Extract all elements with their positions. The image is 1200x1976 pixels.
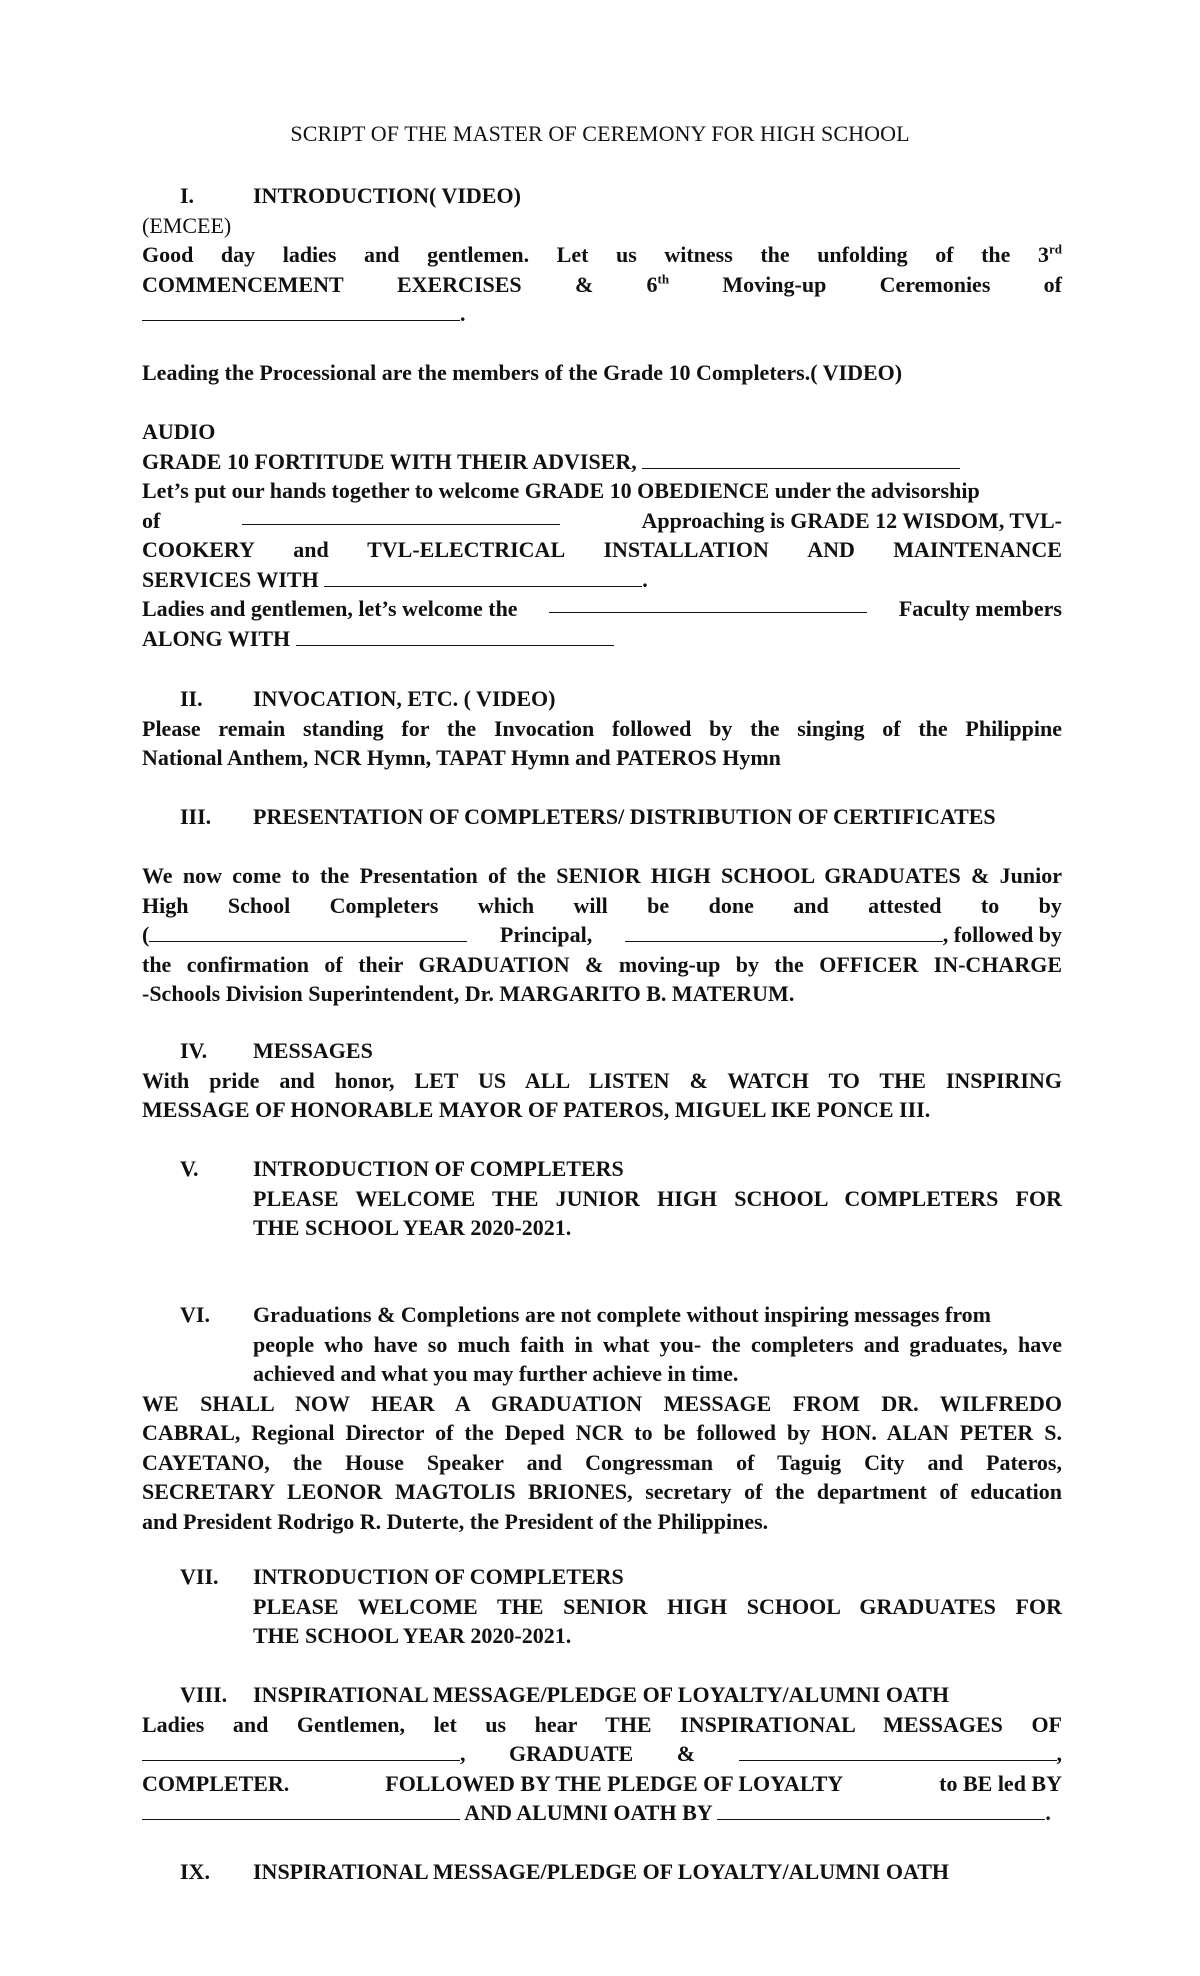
word: which (477, 892, 535, 918)
paragraph-line (142, 891, 1062, 921)
word: 6th (646, 271, 670, 297)
section-heading: III. PRESENTATION OF COMPLETERS/ DISTRIBUTION OF CERTIFICATES (180, 804, 996, 829)
fill-blank[interactable] (625, 923, 943, 942)
word: AND (807, 537, 855, 562)
paragraph-line: Ladies and Gentlemen, let us hear THE INSPIRATIONAL MESSAGES OF (142, 1711, 1062, 1737)
paragraph-line: and President Rodrigo R. Duterte, the President of the Philippines. (142, 1508, 769, 1534)
alumni-oath-line: AND ALUMNI OATH BY . (142, 1798, 1062, 1828)
paragraph-line: SECRETARY LEONOR MAGTOLIS BRIONES, secretary of the department of education (142, 1479, 1062, 1504)
word: unfolding (817, 242, 908, 267)
word: witness (664, 242, 733, 267)
paragraph-line: WE SHALL NOW HEAR A GRADUATION MESSAGE FROM DR. WILFREDO (142, 1390, 1062, 1416)
word: day (220, 242, 256, 267)
paragraph-line: Please remain standing for the Invocation followed by the singing of the Philippine (142, 715, 1062, 741)
word: INSTALLATION (603, 537, 769, 562)
services-line: SERVICES WITH . (142, 566, 648, 592)
word: us (615, 242, 637, 267)
cookery-line (142, 535, 1062, 565)
section-heading: VIII. INSPIRATIONAL MESSAGE/PLEDGE OF LOYALTY/ALUMNI OATH (180, 1682, 949, 1707)
word: the (760, 242, 790, 267)
paragraph-line: THE SCHOOL YEAR 2020-2021. (253, 1215, 572, 1240)
word: TVL-ELECTRICAL (367, 537, 566, 562)
section-heading: V. INTRODUCTION OF COMPLETERS (180, 1156, 624, 1181)
paragraph-line: PLEASE WELCOME THE JUNIOR HIGH SCHOOL COMPLETERS FOR (253, 1185, 1062, 1211)
section-heading: VI. Graduations & Completions are not complete without inspiring messages from (180, 1302, 992, 1327)
paragraph-line: MESSAGE OF HONORABLE MAYOR OF PATEROS, MIGUEL IKE PONCE III. (142, 1097, 931, 1122)
principal-line: ( Principal, , followed by (142, 922, 1062, 947)
word: 3rd (1037, 241, 1062, 267)
audio-label: AUDIO (142, 419, 216, 444)
section-graduation-messages (142, 1300, 1062, 1536)
paragraph-line: the confirmation of their GRADUATION & moving-up by the OFFICER IN-CHARGE (142, 951, 1062, 977)
word: the (981, 242, 1011, 267)
section-inspirational (142, 1680, 1062, 1828)
word: of (935, 242, 954, 267)
fill-blank[interactable] (739, 1742, 1057, 1761)
word: gentlemen. (427, 242, 530, 267)
graduate-line: , GRADUATE & , (142, 1739, 1062, 1769)
fill-blank[interactable] (717, 1801, 1045, 1820)
paragraph-line: With pride and honor, LET US ALL LISTEN & WATCH TO THE INSPIRING (142, 1067, 1062, 1093)
paragraph-line: CABRAL, Regional Director of the Deped NCR to be followed by HON. ALAN PETER S. (142, 1420, 1062, 1445)
word: Moving-up (722, 271, 827, 297)
word: Completers (329, 892, 439, 918)
word: Ceremonies (879, 271, 991, 297)
fill-blank[interactable] (142, 302, 460, 321)
fill-blank[interactable] (642, 450, 960, 469)
ladies-line: Ladies and gentlemen, let’s welcome the Faculty members (142, 596, 1062, 621)
document-title: SCRIPT OF THE MASTER OF CEREMONY FOR HIGH SCHOOL (290, 121, 910, 146)
paragraph-line: people who have so much faith in what you- the completers and graduates, have (253, 1331, 1062, 1357)
section-heading: IV. MESSAGES (180, 1038, 373, 1063)
section-invocation (142, 684, 1062, 773)
section-messages (142, 1036, 1062, 1125)
word: of (1043, 271, 1062, 297)
emcee-label: (EMCEE) (142, 212, 232, 238)
word: & (574, 271, 594, 297)
fortitude-line: GRADE 10 FORTITUDE WITH THEIR ADVISER, (142, 447, 1062, 477)
greeting-line (142, 240, 1062, 270)
fill-blank[interactable] (549, 594, 867, 613)
paragraph-line: PLEASE WELCOME THE SENIOR HIGH SCHOOL GRADUATES FOR (253, 1593, 1062, 1619)
section-intro-jhs (142, 1154, 1062, 1243)
word: by (1038, 892, 1062, 918)
word: Good (142, 242, 194, 267)
word: MAINTENANCE (893, 537, 1062, 562)
fill-blank[interactable] (142, 1801, 460, 1820)
fill-blank[interactable] (149, 923, 467, 942)
fill-blank[interactable] (296, 627, 614, 646)
word: COMMENCEMENT (142, 271, 344, 297)
paragraph-line: We now come to the Presentation of the SENIOR HIGH SCHOOL GRADUATES & Junior (142, 863, 1062, 888)
section-heading: I. INTRODUCTION( VIDEO) (180, 183, 521, 208)
word: be (647, 892, 670, 918)
along-with-line: ALONG WITH (142, 624, 1062, 654)
fill-blank[interactable] (142, 1742, 460, 1761)
section-presentation (142, 802, 1062, 1009)
word: Let (556, 242, 589, 267)
paragraph-line: achieved and what you may further achieve in time. (253, 1361, 739, 1386)
section-heading: II. INVOCATION, ETC. ( VIDEO) (180, 686, 556, 711)
fill-blank[interactable] (324, 568, 642, 587)
word: and (293, 537, 329, 562)
fill-blank[interactable] (242, 506, 560, 525)
paragraph-line: -Schools Division Superintendent, Dr. MARGARITO B. MATERUM. (142, 981, 795, 1006)
obedience-line: Let’s put our hands together to welcome GRADE 10 OBEDIENCE under the advisorship (142, 478, 980, 503)
section-intro-shs (142, 1562, 1062, 1651)
word: School (227, 892, 291, 918)
word: and (793, 892, 829, 918)
word: EXERCISES (396, 271, 522, 297)
paragraph-line: CAYETANO, the House Speaker and Congressman of Taguig City and Pateros, (142, 1449, 1062, 1475)
superscript: rd (1048, 241, 1062, 257)
commencement-line (142, 270, 1062, 300)
section-introduction (142, 181, 1062, 653)
word: done (708, 892, 754, 918)
section-heading: VII. INTRODUCTION OF COMPLETERS (180, 1564, 624, 1589)
paragraph-line: National Anthem, NCR Hymn, TAPAT Hymn and PATEROS Hymn (142, 745, 781, 770)
paragraph-line: THE SCHOOL YEAR 2020-2021. (253, 1623, 572, 1648)
blank-line: . (142, 299, 1062, 329)
pledge-line: COMPLETER. FOLLOWED BY THE PLEDGE OF LOYALTY to BE led BY (142, 1770, 1062, 1796)
section-inspirational-2 (142, 1857, 1062, 1887)
section-heading: IX. INSPIRATIONAL MESSAGE/PLEDGE OF LOYALTY/ALUMNI OATH (180, 1859, 949, 1884)
word: and (364, 242, 400, 267)
word: COOKERY (142, 537, 255, 562)
word: will (573, 892, 608, 918)
word: attested (868, 892, 942, 918)
word: High (142, 892, 189, 918)
superscript: th (657, 271, 670, 287)
word: to (980, 892, 1000, 918)
approaching-line: of Approaching is GRADE 12 WISDOM, TVL- (142, 507, 1062, 533)
word: ladies (282, 242, 337, 267)
processional-line: Leading the Processional are the members of the Grade 10 Completers.( VIDEO) (142, 360, 903, 385)
